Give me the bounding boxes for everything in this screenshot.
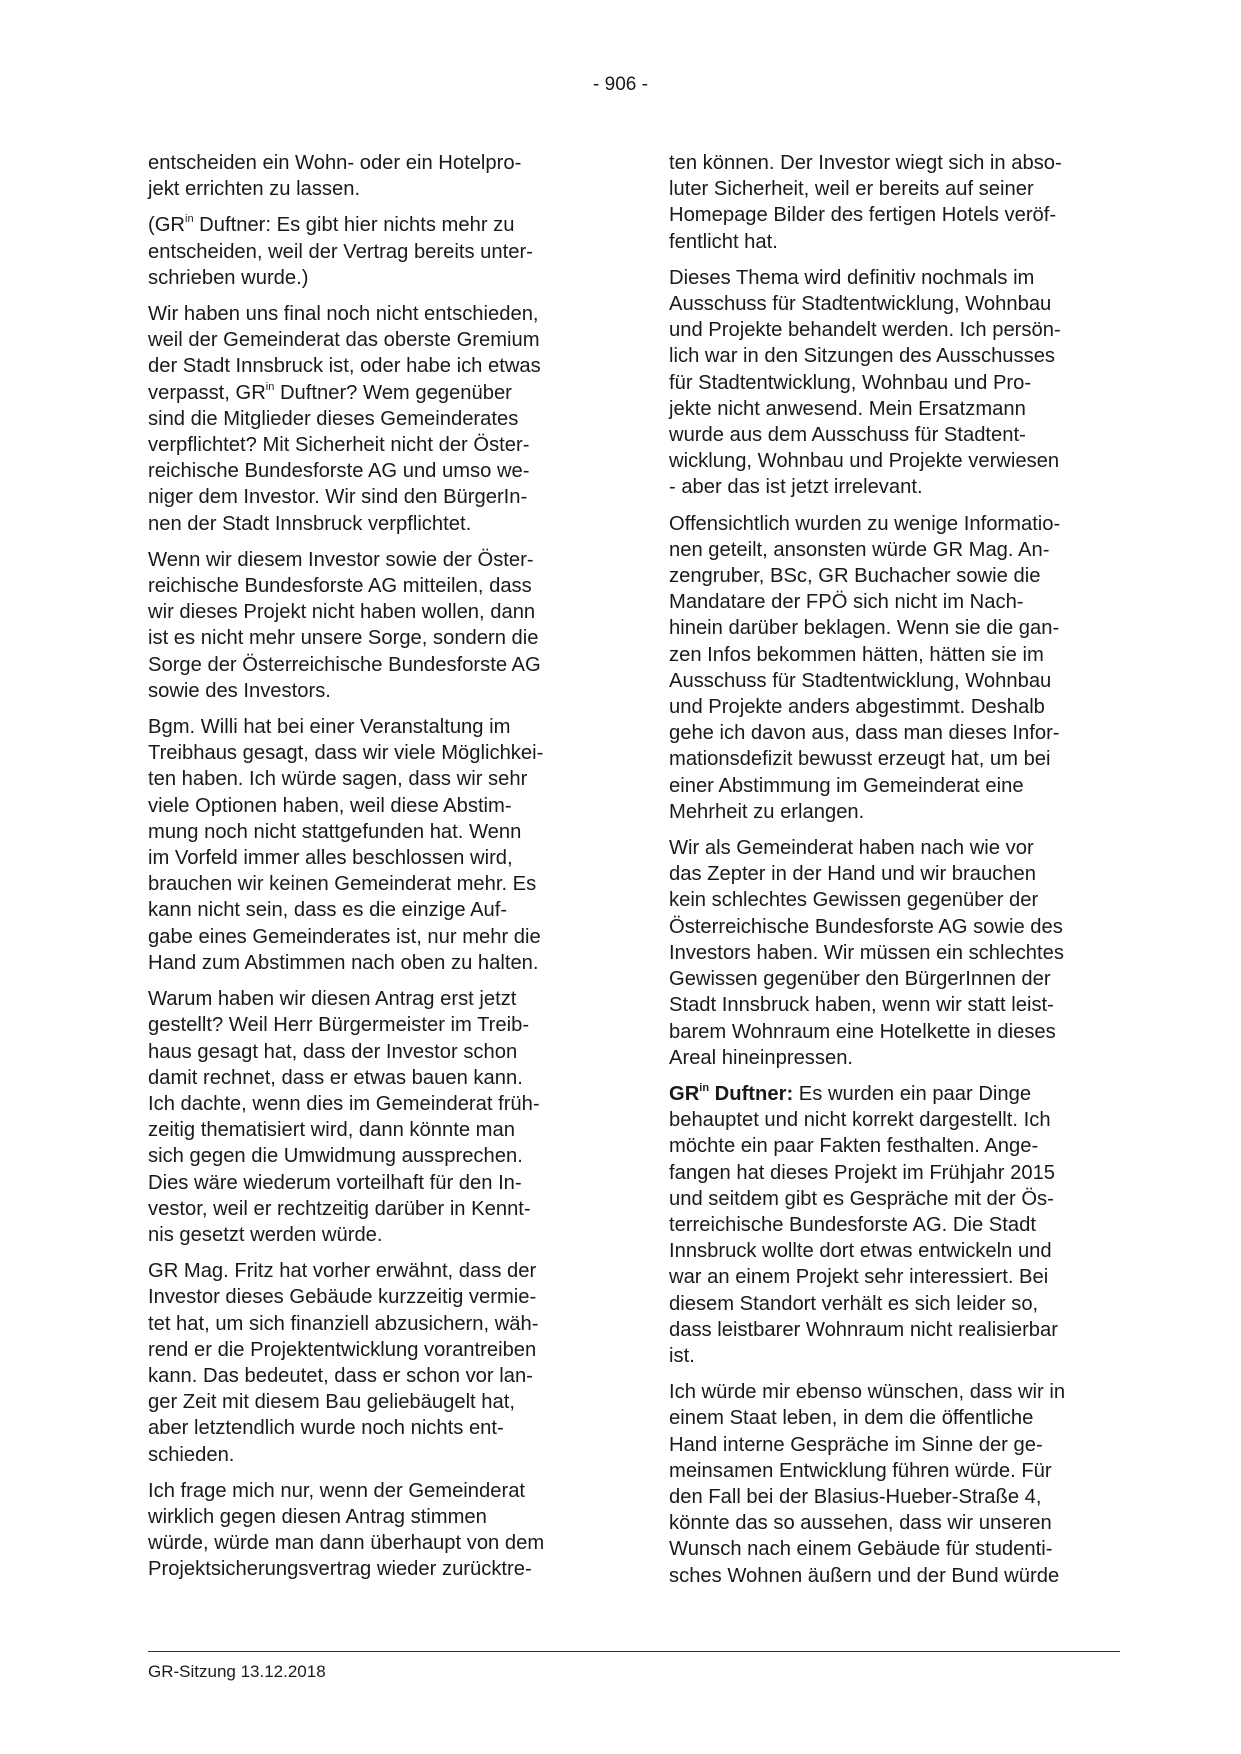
right-column <box>669 150 1121 1599</box>
text-run: (GR <box>148 214 186 237</box>
text-run: Duftner: Es gibt hier nichts mehr zu entscheiden, weil der Vertrag bereits unter- schrieben wurde.) <box>148 214 533 289</box>
text-run: Wir haben uns final noch nicht entschieden, weil der Gemeinderat das oberste Gremium der Stadt Innsbruck ist, oder habe ich etwas verpasst, GR <box>148 303 541 404</box>
paragraph: Ich frage mich nur, wenn der Gemeinderat wirklich gegen diesen Antrag stimmen würde, würde man dann überhaupt von dem Projektsicherungsvertrag wieder zurücktre- <box>148 1479 545 1581</box>
speaker-paragraph <box>669 1081 1121 1369</box>
paragraph: Wenn wir diesem Investor sowie der Öster- reichische Bundesforste AG mitteilen, dass wir dieses Projekt nicht haben wollen, dann ist es nicht mehr unsere Sorge, sondern die Sorge der Österreichische Bundesforste AG sowie des Investors. <box>148 548 541 702</box>
page-number: - 906 - <box>593 74 648 95</box>
superscript: in <box>265 380 275 393</box>
paragraph <box>148 301 600 537</box>
footer-text: GR-Sitzung 13.12.2018 <box>148 1662 326 1681</box>
text-run: Es wurden ein paar Dinge behauptet und nicht korrekt dargestellt. Ich möchte ein paar Fakten festhalten. Ange- fangen hat dieses Projekt im Frühjahr 2015 und seitdem gibt es Gespräche mit der Ös- terreichische Bundesforste AG. Die Stadt Innsbruck wollte dort etwas entwickeln und war an einem Projekt sehr interessiert. Bei diesem Standort verhält es sich leider so, dass leistbarer Wohnraum nicht realisierbar ist. <box>669 1082 1058 1367</box>
paragraph: Wir als Gemeinderat haben nach wie vor das Zepter in der Hand und wir brauchen kein schlechtes Gewissen gegenüber der Österreichische Bundesforste AG sowie des Investors haben. Wir müssen ein schlechtes Gewissen gegenüber den BürgerInnen der Stadt Innsbruck haben, wenn wir statt leist- barem Wohnraum eine Hotelkette in dieses Areal hineinpressen. <box>669 837 1064 1069</box>
paragraph: Bgm. Willi hat bei einer Veranstaltung im Treibhaus gesagt, dass wir viele Möglichkei- ten haben. Ich würde sagen, dass wir sehr viele Optionen haben, weil diese Abstim- mung noch nicht stattgefunden hat. Wenn im Vorfeld immer alles beschlossen wird, brauchen wir keinen Gemeinderat mehr. Es kann nicht sein, dass es die einzige Auf- gabe eines Gemeinderates ist, nur mehr die Hand zum Abstimmen nach oben zu halten. <box>148 716 544 974</box>
speaker-name <box>669 1083 793 1105</box>
interjection-paragraph <box>148 212 600 291</box>
paragraph: Offensichtlich wurden zu wenige Informatio- nen geteilt, ansonsten würde GR Mag. An- zengruber, BSc, GR Buchacher sowie die Mandatare der FPÖ sich nicht im Nach- hinein darüber beklagen. Wenn sie die gan- zen Infos bekommen hätten, hätten sie im Ausschuss für Stadtentwicklung, Wohnbau und Projekte anders abgestimmt. Deshalb gehe ich davon aus, dass man dieses Infor- mationsdefizit bewusst erzeugt hat, um bei einer Abstimmung im Gemeinderat eine Mehrheit zu erlangen. <box>669 512 1061 823</box>
paragraph: GR Mag. Fritz hat vorher erwähnt, dass der Investor dieses Gebäude kurzzeitig vermie- tet hat, um sich finanziell abzusichern, wäh- rend er die Projektentwicklung vorantreiben kann. Das bedeutet, dass er schon vor lan- ger Zeit mit diesem Bau geliebäugelt hat, aber letztendlich wurde noch nichts ent- schieden. <box>148 1260 539 1466</box>
left-column <box>148 150 600 1593</box>
text-run: Duftner: <box>709 1082 794 1105</box>
text-run: Duftner? Wem gegenüber sind die Mitglieder dieses Gemeinderates verpflichtet? Mit Sicherheit nicht der Öster- reichische Bundesforste AG und umso we- niger dem Investor. Wir sind den BürgerIn- nen der Stadt Innsbruck verpflichtet. <box>148 381 530 535</box>
paragraph: Ich würde mir ebenso wünschen, dass wir in einem Staat leben, in dem die öffentliche Hand interne Gespräche im Sinne der ge- meinsamen Entwicklung führen würde. Für den Fall bei der Blasius-Hueber-Straße 4, könnte das so aussehen, dass wir unseren Wunsch nach einem Gebäude für studenti- sches Wohnen äußern und der Bund würde <box>669 1381 1066 1587</box>
paragraph: entscheiden ein Wohn- oder ein Hotelpro- jekt errichten zu lassen. <box>148 152 522 201</box>
superscript: in <box>699 1081 710 1094</box>
footer-divider <box>148 1651 1120 1652</box>
paragraph: Warum haben wir diesen Antrag erst jetzt gestellt? Weil Herr Bürgermeister im Treib- haus gesagt hat, dass der Investor schon damit rechnet, dass er etwas bauen kann. Ich dachte, wenn dies im Gemeinderat früh- zeitig thematisiert wird, dann könnte man sich gegen die Umwidmung aussprechen. Dies wäre wiederum vorteilhaft für den In- vestor, weil er rechtzeitig darüber in Kennt- nis gesetzt werden würde. <box>148 988 540 1246</box>
paragraph: Dieses Thema wird definitiv nochmals im Ausschuss für Stadtentwicklung, Wohnbau und Projekte behandelt werden. Ich persön- lich war in den Sitzungen des Ausschusses für Stadtentwicklung, Wohnbau und Pro- jekte nicht anwesend. Mein Ersatzmann wurde aus dem Ausschuss für Stadtent- wicklung, Wohnbau und Projekte verwiesen - aber das ist jetzt irrelevant. <box>669 266 1061 499</box>
text-run: GR <box>669 1082 700 1105</box>
paragraph: ten können. Der Investor wiegt sich in abso- luter Sicherheit, weil er bereits auf seiner Homepage Bilder des fertigen Hotels veröf- fentlicht hat. <box>669 152 1062 253</box>
superscript: in <box>185 213 194 226</box>
